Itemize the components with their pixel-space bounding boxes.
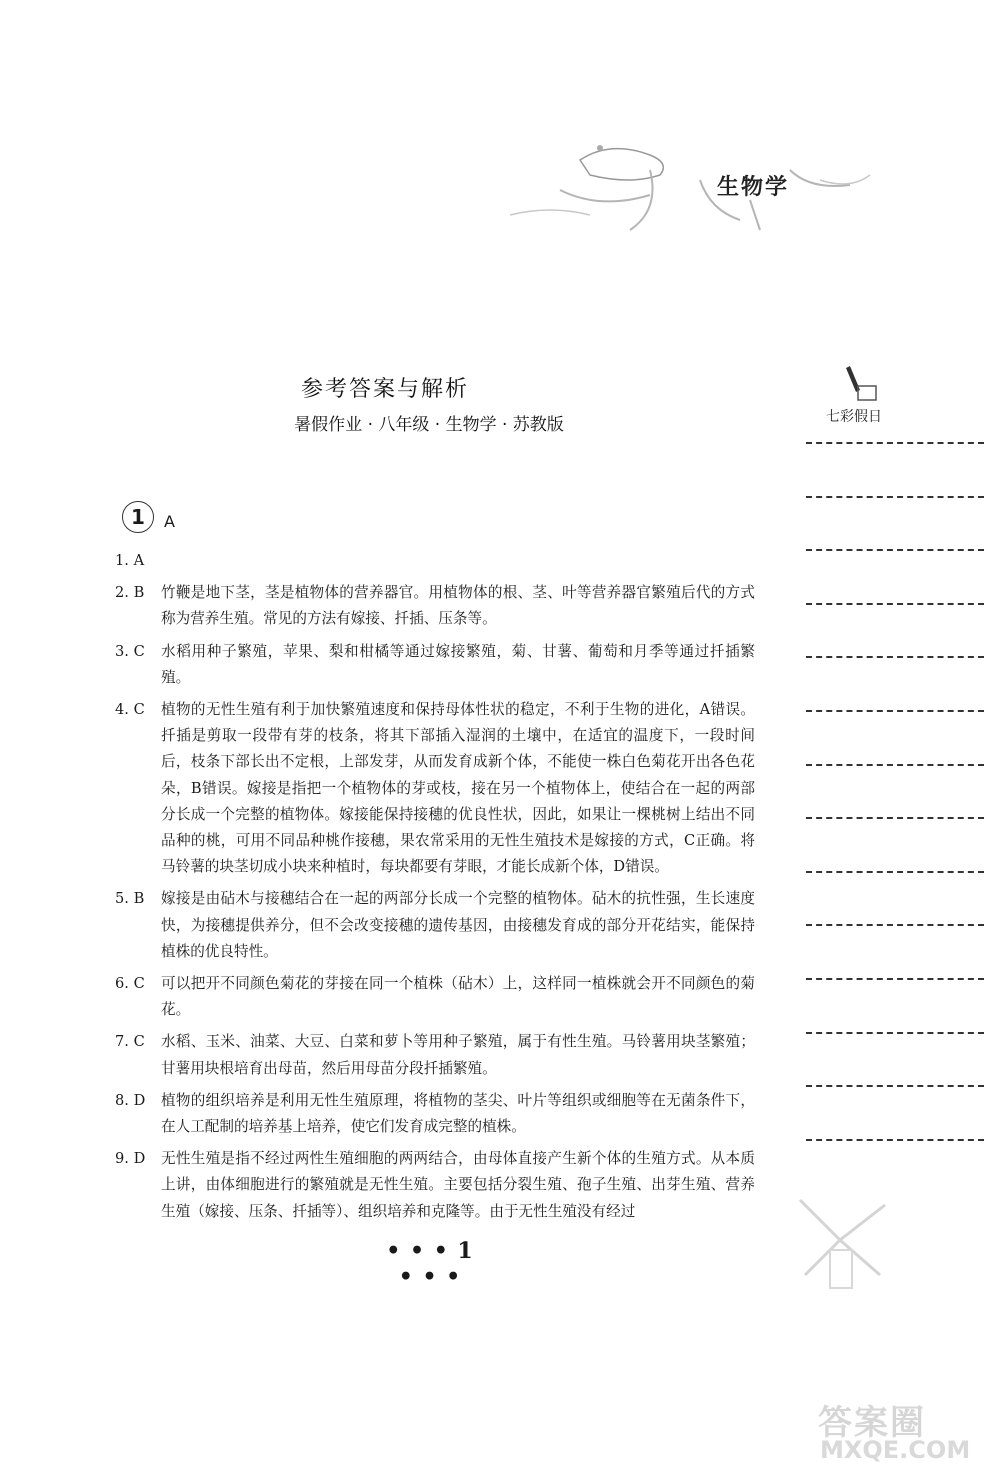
note-line [806,1032,984,1034]
note-line [806,924,984,926]
note-line [806,710,984,712]
note-line [806,549,984,551]
note-line [806,817,984,819]
answer-text: 竹鞭是地下茎，茎是植物体的营养器官。用植物体的根、茎、叶等营养器官繁殖后代的方式称为营养生殖。常见的方法有嫁接、扦插、压条等。 [161,584,755,628]
answer-item [115,1146,755,1225]
watermark-logo: 答案圈 [818,1403,926,1443]
note-line [806,442,984,444]
note-line [806,978,984,980]
answer-text: 可以把开不同颜色菊花的芽接在同一个植株（砧木）上，这样同一植株就会开不同颜色的菊花。 [161,975,755,1019]
watermark-url: MXQE.COM [820,1436,971,1464]
subject-label: 生物学 [717,175,790,200]
note-line [806,1085,984,1087]
answer-list [115,548,755,1231]
answer-key: 6. C [115,975,145,993]
windmill-decoration-icon [780,1190,910,1290]
note-lines [806,442,986,1192]
answer-key: 8. D [115,1091,146,1109]
answer-key: 9. D [115,1150,146,1168]
page-number: • • • 1 • • • [386,1238,474,1290]
answer-text: 植物的无性生殖有利于加快繁殖速度和保持母体性状的稳定，不利于生物的进化，A错误。扦插是剪取一段带有芽的枝条，将其下部插入湿润的土壤中，在适宜的温度下，一段时间后，枝条下部长出不定根，上部发芽，从而发育成新个体，不能使一株白色菊花开出各色花朵，B错误。嫁接是指把一个植物体的芽或枝，接在另一个植物体上，使结合在一起的两部分长成一个完整的植物体。嫁接能保持接穗的优良性状，因此，如果让一棵桃树上结出不同品种的桃，可用不同品种桃作接穗，果农常采用的无性生殖技术是嫁接的方式，C正确。将马铃薯的块茎切成小块来种植时，每块都要有芽眼，才能长成新个体，D错误。 [161,701,755,876]
answer-item [115,1029,755,1081]
answer-item [115,697,755,880]
answer-item [115,971,755,1023]
section-number: 1 [122,501,154,533]
page-title: 参考答案与解析 [300,377,469,402]
answer-key: 3. C [115,642,145,660]
answer-key: 1. A [115,552,145,569]
note-line [806,603,984,605]
brand-label: 七彩假日 [826,409,882,425]
answer-key: 4. C [115,701,145,719]
section-header [118,497,198,537]
page-subtitle: 暑假作业 · 八年级 · 生物学 · 苏教版 [294,415,564,435]
answer-text: 嫁接是由砧木与接穗结合在一起的两部分长成一个完整的植物体。砧木的抗性强，生长速度快，为接穗提供养分，但不会改变接穗的遗传基因，由接穗发育成的部分开花结实，能保持植株的优良特性。 [161,890,755,960]
answer-text: 水稻用种子繁殖，苹果、梨和柑橘等通过嫁接繁殖，菊、甘薯、葡萄和月季等通过扦插繁殖。 [161,642,755,686]
answer-text: 无性生殖是指不经过两性生殖细胞的两两结合，由母体直接产生新个体的生殖方式。从本质上讲，由体细胞进行的繁殖就是无性生殖。主要包括分裂生殖、孢子生殖、出芽生殖、营养生殖（嫁接、压条、扦插等）、组织培养和克隆等。由于无性生殖没有经过 [161,1150,755,1220]
answer-text [161,548,755,574]
note-line [806,1139,984,1141]
header-decoration-icon [500,120,880,250]
section-letter: A [164,512,175,531]
answer-key: 2. B [115,584,145,602]
answer-item [115,580,755,632]
note-line [806,656,984,658]
answer-item [115,1088,755,1140]
answer-item [115,548,755,574]
answer-key: 7. C [115,1033,145,1051]
answer-item [115,639,755,691]
note-line [806,496,984,498]
note-line [806,764,984,766]
pen-icon [842,366,882,402]
answer-item [115,886,755,965]
answer-text: 水稻、玉米、油菜、大豆、白菜和萝卜等用种子繁殖，属于有性生殖。马铃薯用块茎繁殖；甘薯用块根培育出母苗，然后用母苗分段扦插繁殖。 [161,1033,755,1077]
answer-text: 植物的组织培养是利用无性生殖原理，将植物的茎尖、叶片等组织或细胞等在无菌条件下，在人工配制的培养基上培养，使它们发育成完整的植株。 [161,1091,755,1136]
note-line [806,871,984,873]
answer-key: 5. B [115,890,145,908]
